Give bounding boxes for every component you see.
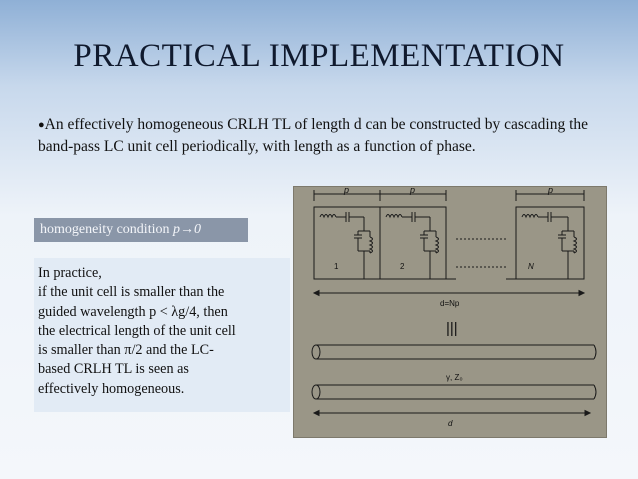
bullet-marker: ●	[38, 118, 45, 131]
cell-label-n: N	[528, 262, 534, 271]
crlh-circuit-diagram	[294, 187, 606, 437]
practice-line: the electrical length of the unit cell	[38, 322, 236, 339]
practice-line: if the unit cell is smaller than the	[38, 284, 225, 301]
unit-cells	[314, 207, 584, 279]
homogeneity-condition-box	[34, 218, 248, 242]
practice-line: effectively homogeneous.	[38, 380, 185, 397]
practice-line: is smaller than π/2 and the LC-	[38, 342, 214, 359]
period-label: p	[344, 187, 350, 195]
length-d-dimension	[314, 411, 590, 416]
slide-title: PRACTICAL IMPLEMENTATION	[73, 38, 565, 74]
unit-cell-1-elements	[320, 212, 373, 279]
condition-expression: p→0	[172, 222, 201, 237]
cell-label-1: 1	[334, 262, 339, 271]
condition-prefix: homogeneity condition	[40, 222, 173, 237]
practice-text-box	[34, 258, 290, 412]
length-d-label: d	[448, 419, 453, 428]
cell-label-2: 2	[400, 262, 405, 271]
unit-cell-2-elements	[386, 212, 439, 279]
crlh-circuit-figure	[293, 186, 607, 438]
bullet-paragraph	[38, 114, 598, 157]
line-parameters: γ, Z₀	[446, 373, 463, 382]
practice-line: guided wavelength p < λg/4, then	[38, 303, 228, 320]
total-length-equation: d=Np	[440, 299, 460, 308]
bullet-text: An effectively homogeneous CRLH TL of length d can be constructed by cascading the band-pass LC unit cell periodically, with length as a function of phase.	[38, 116, 589, 155]
homogeneous-transmission-line-upper	[312, 345, 596, 359]
period-dimension-lines	[314, 190, 584, 201]
continuation-dots	[456, 239, 506, 267]
total-length-dimension	[314, 291, 584, 296]
period-label: p	[548, 187, 554, 195]
equivalence-symbol: |||	[446, 320, 458, 337]
practice-line: In practice,	[38, 265, 102, 281]
practice-line: based CRLH TL is seen as	[38, 361, 189, 378]
homogeneous-transmission-line-lower	[312, 385, 596, 399]
period-label: p	[410, 187, 416, 195]
